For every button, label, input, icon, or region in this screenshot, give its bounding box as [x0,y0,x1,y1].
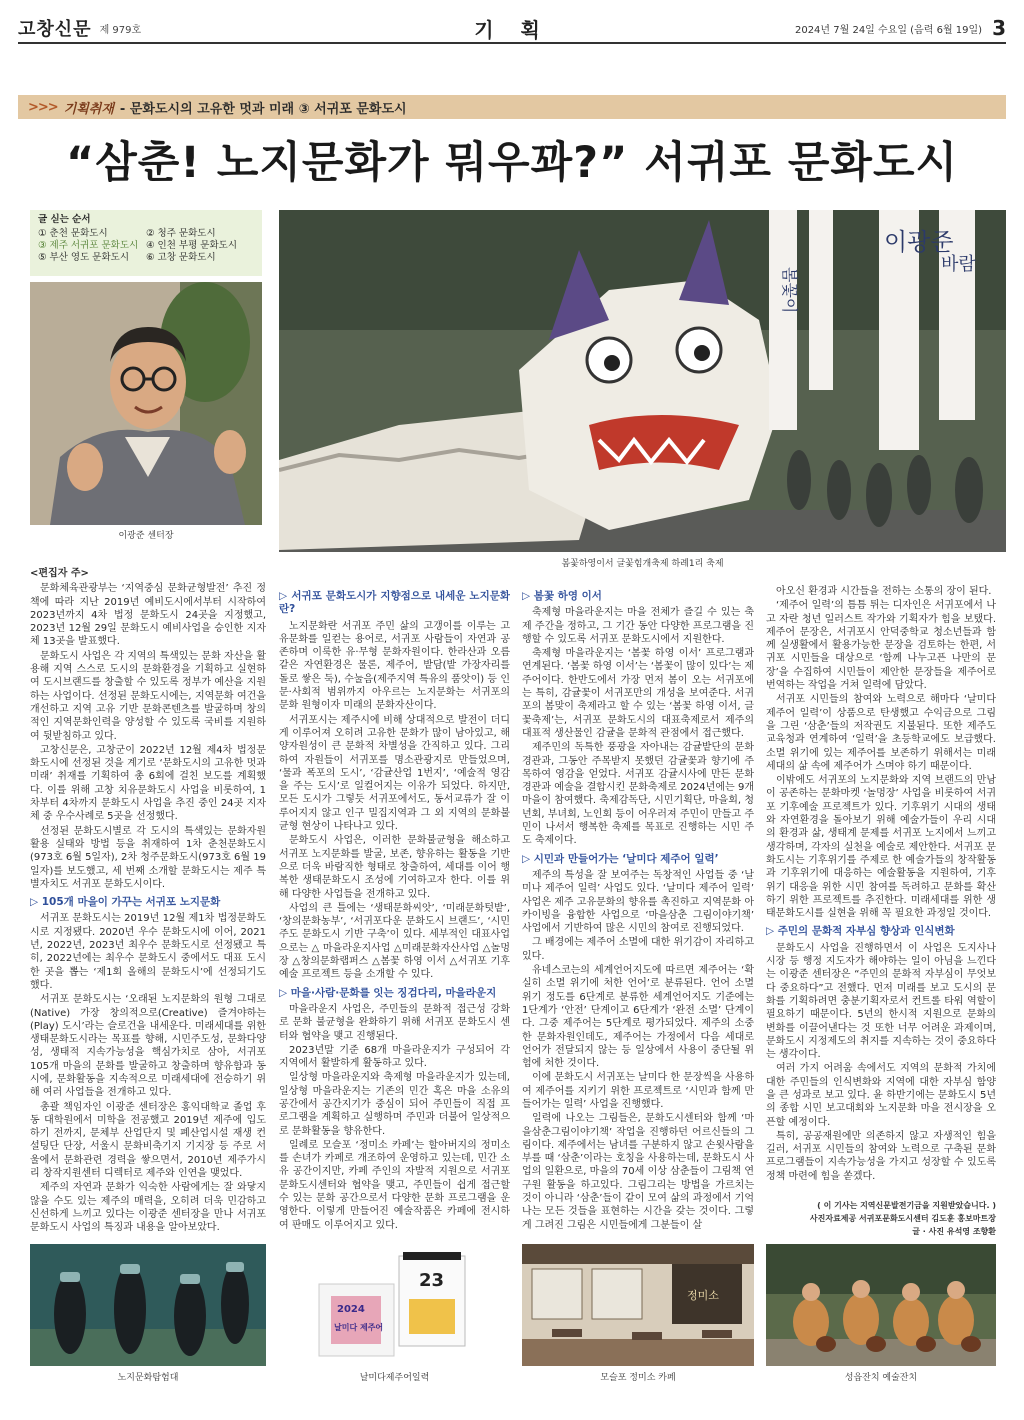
paragraph: 제주의 특성을 잘 보여주는 독창적인 사업들 중 ‘날미나 제주어 일력’ 사업도 있다. ‘날미다 제주어 일력’ 사업은 제주 고유문화의 향유를 촉진하고 지역문화 아카이빙을 융합한 사업으로 ‘마을삼춘 그림이야기책’ 사업에서 기반하여 많은 시민의 참여로 진행되었다. [522,869,754,935]
article-column-4 [766,585,996,1200]
series-order-box [30,210,262,276]
fund-notice: ( 이 기사는 지역신문발전기금을 지원받았습니다. ) [817,1201,996,1210]
banner-arrows: >>> [28,99,58,115]
photo-calendar [279,1244,510,1366]
series-item-current: ③ 제주 서귀포 문화도시 [38,240,139,251]
masthead [18,14,1006,44]
banner-text-3: 바람 [941,254,976,275]
subheading: ▷ 주민의 문화적 자부심 향상과 인식변화 [766,925,955,938]
page-number: 3 [992,16,1006,40]
paragraph: 서귀포 시민들의 참여와 노력으로 해마다 ‘날미다 제주어 일력’이 상품으로 탄생했고 수익금으로 그림을 그린 ‘삼춘’들의 저작권도 지불된다. 또한 제주도 교육청과 연계하여 ‘일력’을 초등학교에도 보급했다. 소멸 위기에 있는 제주어를 보존하기 위해서는 미래세대의 삶 속에 제주어가 스며야 하기 때문이다. [766,694,996,772]
paragraph: 고창신문은, 고창군이 2022년 12월 제4차 법정문화도시에 선정된 것을 계기로 ‘문화도시의 고유한 멋과 미래’ 취재를 기획하여 총 6회에 걸친 보도를 계획했다. 이를 위해 고창 치유문화도시 사업을 비롯하여, 1차부터 4차까지 문화도시 사업을 추진 중인 24곳 지자체 중 우수사례로 5곳을 선정했다. [30,744,266,823]
paragraph: 이에 문화도시 서귀포는 날미다 한 문장씩을 사용하여 제주어를 지키기 위한 프로젝트로 ‘시민과 함께 만들어가는 일력’ 사업을 진행했다. [522,1072,754,1110]
paragraph: 축제형 마을라운지는 ‘봄꽃 하영 이서’ 프로그램과 연계된다. ‘봄꽃 하영 이서’는 ‘봄꽃이 많이 있다’는 제주어이다. 한반도에서 가장 먼저 봄이 오는 서귀포에는 특히, 감귤꽃이 서귀포만의 개성을 보여준다. 서귀포의 봄맞이 축제라고 할 수 있는 ‘봄꽃 하영 이서, 글꽃축제’는, 서귀포 문화도시의 대표축제로서 제주의 대표적 생산물인 감귤을 문화적 관점에서 접근했다. [522,648,754,739]
author-credit: 글 · 사진 유석영 조향환 [912,1227,996,1236]
banner-text-2: 봄꽃이 [780,267,799,314]
main-photo [279,210,1006,552]
subheading: ▷ 봄꽃 하영 이서 [522,590,602,602]
photo-cafe [522,1244,754,1366]
paragraph: 노지문화란 서귀포 주민 삶의 고갱이를 이루는 고유문화를 일컫는 용어로, 서귀포 사람들이 자연과 공존하며 이룩한 유·무형 문화자원이다. 한라산과 오름 같은 자연환경은 물론, 제주어, 밭담(밭 가장자리를 돌로 쌓은 둑), 수눌음(제주지역 특유의 품앗이) 등 인문·사회적 범위까지 아우르는 노지문화는 서귀포의 문화 원형이자 미래의 문화자산이다. [279,620,510,712]
paragraph: 일례로 모슬포 ‘정미소 카페’는 할아버지의 정미소를 손녀가 카페로 개조하여 운영하고 있는데, 민간 소유 공간이지만, 카페 주인의 자발적 지원으로 서귀포 문화도시센터와 협약을 맺고, 주민들이 쉽게 접근할 수 있는 문화 공간으로서 다양한 문화 프로그램을 운영한다. 이렇게 만들어진 예술작품은 카페에 전시하여 판매도 이루어지고 있다. [279,1139,510,1230]
paragraph: 특히, 공공재원에만 의존하지 않고 자생적인 힘을 길러, 서귀포 시민들의 참여와 노력으로 구축된 문화 프로그램들이 지속가능성을 가지고 성장할 수 있도록 정책 마련에 힘을 쏟겠다. [766,1130,996,1182]
festival-illustration [279,210,1006,552]
calendar-title: 날미다 제주어 [334,1323,384,1332]
portrait-photo [30,282,262,525]
banner-text: - 문화도시의 고유한 멋과 미래 ③ 서귀포 문화도시 [119,101,407,117]
paragraph: ‘제주어 일력’의 틈틈 튀는 디자인은 서귀포에서 나고 자란 청년 일러스트 작가와 기획자가 힘을 보탰다. 제주어 문장은, 서귀포시 안덕중학교 청소년들과 함께 실생활에서 활용가능한 문장을 검토하는 한편, 서귀포 시민들을 대상으로 ‘함께 나누고픈 나만의 문장’을 수집하여 시민들이 제안한 문장들을 제주어로 번역하는 작업을 거쳐 일력에 담았다. [766,600,996,692]
series-item: ① 춘천 문화도시 [38,228,108,239]
series-item: ④ 인천 부평 문화도시 [146,240,237,251]
subheading: ▷ 시민과 만들어가는 ‘날미다 제주어 일력’ [522,852,719,865]
cafe-sign: 정미소 [687,1289,719,1302]
paragraph: 아오신 환경과 시간들을 전하는 소통의 장이 된다. [776,586,992,597]
calendar-year: 2024 [337,1304,365,1315]
newspaper-name: 고창신문 [18,19,92,40]
paragraph: 총괄 책임자인 이광준 센터장은 홍익대학교 졸업 후 동 대학원에서 미학을 전공했고 2019년 제주에 입도하기 전까지, 문체부 산업단지 및 폐산업시설 재생 컨설팅단 단장, 서울시 문화비축기지 기지장 등 주로 서울에서 문화관련 경력을 쌓으면서, 2010년 제주가시리 창작지원센터 디렉터로 제주와 인연을 맺었다. [30,1101,266,1180]
photo-performance [766,1244,996,1366]
paragraph: 제주의 자연과 문화가 익숙한 사람에게는 잘 와닿지 않을 수도 있는 제주의 매력을, 오히려 더욱 민감하고 신선하게 느끼고 있다는 이광준 센터장을 만나 서귀포 문화도시 사업의 특징과 내용을 알아보았다. [30,1182,266,1232]
paragraph: 서귀포 문화도시는 ‘오래된 노지문화의 원형 그대로(Native) 가장 창의적으로(Creative) 즐겨야하는(Play) 도시’라는 슬로건을 내세운다. 미래세대를 위한 생태문화도시라는 목표를 향해, 시민주도성, 문화다양성, 생태적 지속가능성을 핵심가치로 삼아, 서귀포 105개 마을의 문화를 발굴하고 창출하며 향유함과 동시에, 문화활동을 지속적으로 미래세대에 전승하기 위해 여러 사업들을 전개하고 있다. [30,994,266,1099]
paragraph: 일상형 마을라운지와 축제형 마을라운지가 있는데, 일상형 마을라운지는 기존의 민간 혹은 마을 소유의 공간에서 공간지기가 중심이 되어 주민들이 직접 프로그램을 계획하고 실행하며 주민과 더불어 일상적으로 문화활동을 향유한다. [279,1072,510,1137]
paragraph: 문화도시 사업은, 이러한 문화불균형을 해소하고 서귀포 노지문화를 발굴, 보존, 향유하는 활동을 기반으로 더욱 바람직한 형태로 창출하여, 세대를 이어 행복한 생태문화도시 조성에 기여하고자 한다. 이를 위해 다양한 사업들을 전개하고 있다. [279,835,510,900]
paragraph: 그 배경에는 제주어 소멸에 대한 위기감이 자리하고 있다. [522,937,754,962]
subheading: ▷ 105개 마을이 가꾸는 서귀포 노지문화 [30,896,221,909]
series-banner [18,95,1006,119]
section-title: 기 획 [474,17,550,42]
paragraph: 축제형 마을라운지는 마을 전체가 즐길 수 있는 축제 주간을 정하고, 그 기간 동안 다양한 프로그램을 진행할 수 있도록 서귀포 문화도시에서 지원한다. [522,607,754,645]
paragraph: 사업의 큰 틀에는 ‘생태문화씨앗’, ‘미래문화텃밭’, ‘창의문화농부’, ‘서귀포다운 문화도시 브랜드’, ‘시민주도 문화도시 기반 구축’이 있다. 세부적인 대표사업으로는 △ 마을라운지사업 △미래문화자산사업 △놀멍장 △창의문화랩퍼스 △봄꽃 하영 이서 △서귀포 기후예술 프로젝트 등을 소개할 수 있다. [279,902,510,981]
photo-caption-performance: 성읍잔치 예술잔치 [844,1373,918,1383]
paragraph: 일력에 나오는 그림들은, 문화도시센터와 함께 ‘마을삼춘그림이야기책’ 작업을 진행하던 어르신들의 그림이다. 제주에서는 남녀를 구분하지 않고 손윗사람을 부를 때 ‘삼춘’이라는 호칭을 사용하는데, 문화도시 사업의 일환으로, 마을의 70세 이상 삼춘들이 그림책 연구원 활동을 하고있다. 그림그리는 방법을 가르치는 것이 아니라 ‘삼춘’들이 같이 모여 삶의 과정에서 기억나는 모든 것들을 표현하는 시간을 갖는 것이다. 그렇게 그려진 그림은 시민들에게 그분들이 살 [522,1113,754,1230]
banner-text-1: 이광준 [884,228,954,256]
photo-caption-cafe: 모슬포 정미소 카페 [600,1373,676,1383]
paragraph: 유네스코는의 세계언어지도에 따르면 제주어는 ‘확실히 소멸 위기에 처한 언어’로 분류된다. 언어 소멸 위기 정도를 6단계로 분류한 세계언어지도 기준에는 1단계가 ‘안전’ 단계이고 6단계가 ‘완전 소멸’ 단계이다. 그중 제주어는 5단계로 평가되었다. 제주의 소중한 문화자원인데도, 제주어는 가정에서 다음 세대로 언어가 전달되지 않는 등 일상에서 사용이 중단될 위험에 처한 것이다. [522,965,754,1070]
article-column-1 [30,567,266,1232]
paragraph: 제주민의 독특한 풍광을 자아내는 감귤밭단의 문화경관과, 그동안 주목받지 못했던 감귤꽃과 향기에 주목하여 영감을 얻었다. 서귀포 감귤시사에 만든 문화 경관과 예술을 결합시킨 문화축제로 2024년에는 9개 마을이 참여했다. 축제감독단, 시민기획단, 마을회, 청년회, 부녀회, 노인회 등이 어우러져 주민이 만들고 주민이 나서서 행복한 축제를 목표로 진행하는 시민 주도 축제이다. [522,742,754,847]
paragraph: 선정된 문화도시별로 각 도시의 특색있는 문화자원 활용 실태와 방법 등을 취재하여 1차 춘천문화도시(973호 6월 5일자), 2차 청주문화도시(973호 6월 19일자)를 보도했고, 세 번째 소개할 문화도시는 제주 특별자치도 서귀포 문화도시이다. [30,825,266,890]
article-column-3 [522,585,754,1230]
series-order-title: 글 싣는 순서 [38,214,91,225]
paragraph: 문화도시 사업은 각 지역의 특색있는 문화 자산을 활용해 지역 스스로 도시의 문화환경을 기획하고 실현하여 도시브랜드를 창출할 수 있도록 정부가 예산을 지원하는 사업이다. 선정된 문화도시에는, 지역문화 여건을 개선하고 지역 고유 기반 문화콘텐츠를 발굴하며 창의적인 지역문화인력을 양성할 수 있도록 국비를 지원하여 뒷받침하고 있다. [30,650,266,742]
performance-illustration [766,1244,996,1366]
issue-date: 2024년 7월 24일 수요일 (음력 6월 19일) [794,24,983,36]
paragraph: 여러 가지 어려움 속에서도 지역의 문화적 가치에 대한 주민들의 인식변화와 지역에 대한 자부심 함양을 큰 성과로 보고 있다. 윤 하반기에는 문화도시 5년의 종합 시민 보고대회와 노지문화 마을 전시장을 오픈할 예정이다. [766,1063,996,1128]
series-item: ⑤ 부산 영도 문화도시 [38,252,129,263]
editor-note-label: <편집자 주> [30,568,89,579]
photo-credit: 사진자료제공 서귀포문화도시센터 김도훈 홍보마트장 [809,1214,996,1223]
subheading: ▷ 서귀포 문화도시가 지향점으로 내세운 노지문화란? [279,590,510,616]
paragraph: 2023년말 기준 68개 마을라운지가 구성되어 각 지역에서 활발하게 활동하고 있다. [279,1044,510,1070]
calendar-day: 23 [419,1270,445,1291]
banner-tag: 기획취재 [63,101,114,117]
paragraph: 이밖에도 서귀포의 노지문화와 지역 브랜드의 만남이 공존하는 문화마켓 ‘놀멍장’ 사업을 비롯하여 서귀포 기후예술 프로젝트가 있다. 기후위기 시대의 생태와 자연환경을 돌아보기 위해 예술가들이 우리 시대의 환경과 삶, 생태계 문제를 서귀포 노지에서 느끼고 생각하며, 각자의 실천을 예술로 제안한다. 서귀포 문화도시는 기후위기를 주제로 한 예술가들의 창작활동과 기후위기에 대응하는 예술활동을 지원하여, 기후위기 대응을 위한 시민 참여를 독려하고 문화를 확산하기 위한 프로젝트를 추진한다. 미래세대를 위한 생태문화도시를 실현을 위해 꼭 필요한 과정일 것이다. [766,775,996,920]
series-item: ② 청주 문화도시 [146,228,216,239]
article-column-2 [279,585,510,1230]
paragraph: 서귀포 문화도시는 2019년 12월 제1차 법정문화도시로 지정됐다. 2020년 우수 문화도시에 이어, 2021년, 2022년, 2023년 최우수 문화도시로 선정됐고 특히, 2022년에는 최우수 문화도시 중에서도 대표 도시한 곳을 뽑는 ‘제1회 올해의 문화도시’에 선정되기도 했다. [30,913,266,991]
calendar-illustration [279,1244,510,1366]
paragraph: 문화도시 사업을 진행하면서 이 사업은 도지사나 시장 등 행정 지도자가 해야하는 일이 아님을 느낀다는 이광준 센터장은 “주민의 문화적 자부심이 무엇보다 중요하다”고 전했다. 먼저 미래를 보고 도시의 문화를 기획하려면 충분기획자로서 컨트롤 타워 역할이 필요하기 때문이다. 5년의 한시적 지원으로 문화의 변화를 이끌어낸다는 것 또한 너무 어려운 과제이며, 문화도시 지정제도의 취지를 지속하는 것이 중요하다는 생각이다. [766,942,996,1061]
paragraph: 서귀포시는 제주시에 비해 상대적으로 발전이 더디게 이루어져 오히려 고유한 문화가 많이 남아있고, 해양자원성이 큰 문화적 차별성을 간직하고 있다. 그리하여 자원들이 서귀포를 명소관광지로 만들었으며, ‘물과 폭포의 도시’, ‘감귤산업 1번지’, ‘예술적 영감을 주는 도시’로 일컬어지는 이유가 되었다. 하지만, 모든 도시가 그렇듯 서귀포에서도, 동서교류가 잘 이루어지지 않고 인구 밀집지역과 그 외 지역의 문화불균형 현상이 나타나고 있다. [279,714,510,833]
photo-diving [30,1244,266,1366]
issue-number: 제 979호 [99,24,142,36]
photo-caption-calendar: 날미다제주어일력 [359,1373,430,1383]
series-item: ⑥ 고창 문화도시 [146,252,216,263]
diving-illustration [30,1244,266,1366]
cafe-illustration [522,1244,754,1366]
main-photo-caption: 봄꽃하영이서 글꽃힘개축제 하례1리 축제 [561,559,724,569]
paragraph: 문화체육관광부는 ‘지역중심 문화균형발전’ 추진 정책에 따라 지난 2019년 예비도시에서부터 시작하여 2023년까지 4차 법정 문화도시 24곳을 지정했고, 2023년 12월 29일 문화도시 예비사업을 승인한 지자체 13곳을 발표했다. [30,583,266,648]
subheading: ▷ 마을·사람·문화를 잇는 징검다리, 마을라운지 [279,986,497,999]
portrait-caption: 이광준 센터장 [118,531,174,541]
photo-caption-diving: 노지문화탐험대 [117,1373,179,1383]
paragraph: 마을라운지 사업은, 주민들의 문화적 접근성 강화로 문화 불균형을 완화하기 위해 서귀포 문화도시 센터와 협약을 맺고 진행된다. [279,1003,510,1042]
portrait-illustration [30,282,262,525]
headline: “삼춘! 노지문화가 뭐우꽈?” 서귀포 문화도시 [65,138,959,188]
